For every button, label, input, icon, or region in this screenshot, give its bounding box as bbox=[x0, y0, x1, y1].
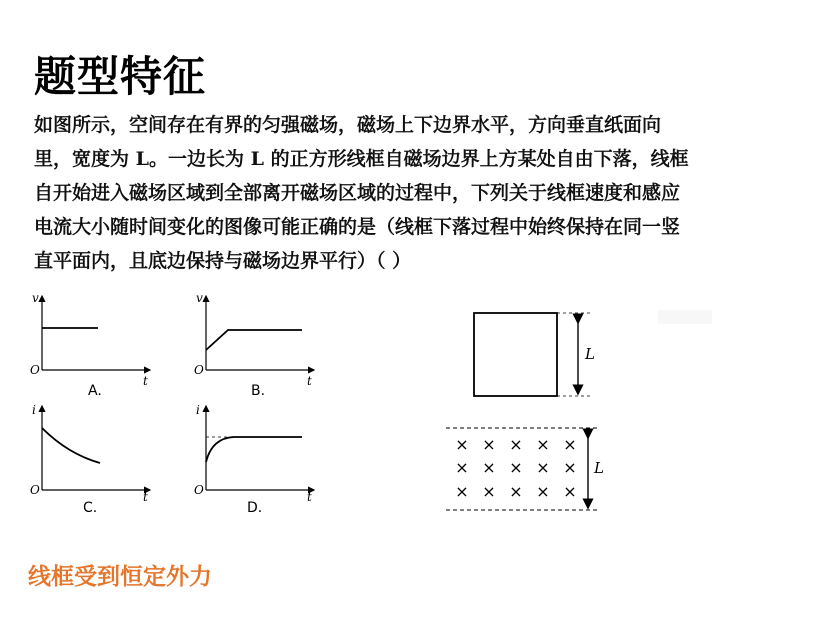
graph-a bbox=[28, 290, 158, 390]
frame-side-label: L bbox=[585, 345, 595, 363]
current-curve bbox=[42, 428, 100, 463]
field-cross-symbol: × bbox=[563, 482, 577, 501]
field-cross-symbol: × bbox=[482, 435, 496, 454]
field-cross-symbol: × bbox=[509, 482, 523, 501]
field-cross-symbol: × bbox=[482, 458, 496, 477]
origin-label: O bbox=[194, 483, 204, 497]
graph-c bbox=[28, 402, 158, 502]
velocity-curve bbox=[206, 330, 302, 350]
field-cross-symbol: × bbox=[536, 458, 550, 477]
footer-caption: 线框受到恒定外力 bbox=[28, 564, 212, 590]
problem-line: 自开始进入磁场区域到全部离开磁场区域的过程中，下列关于线框速度和感应 bbox=[34, 182, 681, 204]
field-cross-symbol: × bbox=[536, 482, 550, 501]
problem-statement bbox=[34, 108, 834, 278]
field-cross-symbol: × bbox=[563, 458, 577, 477]
page-title: 题型特征 bbox=[34, 52, 207, 101]
square-frame bbox=[474, 313, 557, 396]
origin-label: O bbox=[194, 363, 204, 377]
origin-label: O bbox=[30, 363, 40, 377]
origin-label: O bbox=[30, 483, 40, 497]
field-diagram bbox=[440, 305, 620, 524]
y-axis-label: v bbox=[196, 291, 203, 305]
graph-d bbox=[192, 402, 322, 502]
option-c-label: C. bbox=[83, 500, 98, 516]
current-curve bbox=[206, 437, 302, 462]
field-width-label: L bbox=[594, 459, 604, 477]
graph-b bbox=[192, 290, 322, 390]
field-cross-symbol: × bbox=[455, 458, 469, 477]
problem-line: 里，宽度为 L。一边长为 L 的正方形线框自磁场边界上方某处自由下落，线框 bbox=[34, 148, 689, 170]
problem-line: 如图所示，空间存在有界的匀强磁场，磁场上下边界水平，方向垂直纸面向 bbox=[34, 114, 662, 136]
y-axis-label: i bbox=[32, 403, 36, 417]
blank-placeholder bbox=[658, 310, 712, 324]
option-a-label: A. bbox=[88, 383, 102, 399]
field-cross-symbol: × bbox=[509, 458, 523, 477]
x-axis-label: t bbox=[307, 490, 312, 502]
field-cross-symbol: × bbox=[509, 435, 523, 454]
option-d-label: D. bbox=[247, 500, 263, 516]
y-axis-label: i bbox=[196, 403, 200, 417]
field-cross-symbol: × bbox=[455, 435, 469, 454]
y-axis-label: v bbox=[32, 291, 39, 305]
x-axis-label: t bbox=[143, 490, 148, 502]
problem-line: 电流大小随时间变化的图像可能正确的是（线框下落过程中始终保持在同一竖 bbox=[34, 216, 681, 238]
option-b-label: B. bbox=[251, 383, 266, 399]
field-cross-symbol: × bbox=[563, 435, 577, 454]
field-cross-symbol: × bbox=[482, 482, 496, 501]
x-axis-label: t bbox=[307, 374, 312, 388]
problem-line: 直平面内，且底边保持与磁场边界平行）（ ） bbox=[34, 250, 412, 272]
field-cross-symbol: × bbox=[536, 435, 550, 454]
field-cross-symbol: × bbox=[455, 482, 469, 501]
field-crosses bbox=[455, 435, 576, 501]
x-axis-label: t bbox=[143, 374, 148, 388]
